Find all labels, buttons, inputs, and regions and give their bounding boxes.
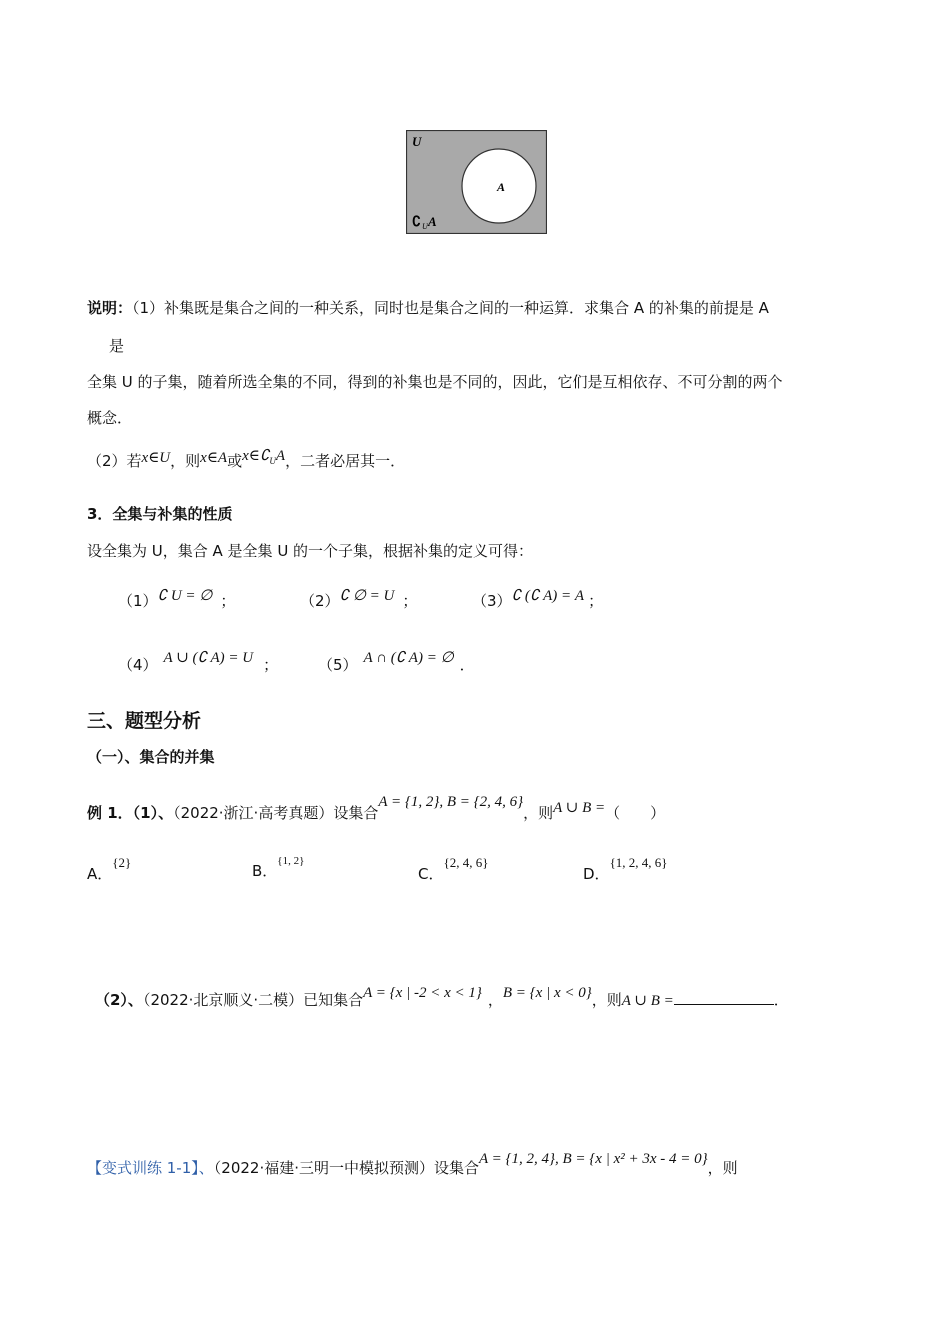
option-d[interactable]: D．{1, 2, 4, 6} (583, 855, 668, 883)
option-a[interactable]: A．{2} (87, 855, 132, 883)
complement-sub: U (422, 222, 428, 231)
math-x-in-a: x∈A (200, 450, 228, 466)
variant-label: 【变式训练 1-1】、 (87, 1159, 214, 1177)
option-b[interactable]: B．$^{\{1, 2\}}$ (252, 855, 305, 880)
note-line1: 说明：（1）补集既是集合之间的一种关系，同时也是集合之间的一种运算．求集合 A 的补集的前提是 A (87, 299, 769, 317)
answer-blank[interactable] (674, 990, 774, 1005)
prop-5: （5） A ∩ (∁ A) = ∅ ． (318, 650, 475, 674)
note-p2: （2）若x∈U，则x∈A或$x\in∁_UA$，二者必居其一． (87, 448, 406, 470)
prop-2: （2）∁ ∅ = U ； (300, 588, 418, 610)
variant-sets: A = {1, 2, 4}, B = {x | x² + 3x - 4 = 0} (479, 1151, 708, 1167)
complement-symbol: ∁ (412, 215, 421, 230)
ex2-set-a: A = {x | -2 < x < 1} (363, 985, 482, 1001)
complement-set: A (428, 214, 437, 229)
prop-1: （1）∁ U = ∅ ； (118, 588, 236, 610)
prop-3: （3）∁ (∁ A) = A ； (472, 588, 604, 610)
ex1-sets: A = {1, 2}, B = {2, 4, 6} (378, 794, 524, 810)
note-line2: 全集 U 的子集，随着所选全集的不同，得到的补集也是不同的，因此，它们是互相依存、不可分割的两个 (87, 373, 783, 391)
part3-heading: 三、题型分析 (87, 710, 202, 732)
universe-label: U (412, 134, 422, 149)
variant-1-1: 【变式训练 1-1】、（2022·福建·三明一中模拟预测）设集合A = {1, 2, 4}, B = {x | x² + 3x - 4 = 0}，则 (87, 1151, 738, 1177)
prop-4: （4） A ∪ (∁ A) = U ； (118, 650, 279, 674)
option-c[interactable]: C．{2, 4, 6} (418, 855, 489, 883)
math-x-in-cua: $x\in∁_UA$ (242, 448, 286, 466)
math-x-in-u: x∈U (141, 450, 171, 466)
venn-diagram (406, 130, 547, 234)
part3-sub: （一）、集合的并集 (87, 748, 215, 766)
example2: （2）、（2022·北京顺义·二模）已知集合A = {x | -2 < x < 1} ，B = {x | x < 0}，则A ∪ B = ． (95, 985, 789, 1009)
note-label: 说明： (87, 299, 133, 317)
note-line1b: 是 (109, 337, 125, 355)
set-label: A (497, 180, 506, 194)
section3-heading: 3．全集与补集的性质 (87, 505, 233, 523)
ex2-set-b: B = {x | x < 0} (502, 985, 592, 1001)
note-line3: 概念． (87, 409, 133, 427)
example1: 例 1．（1）、（2022·浙江·高考真题）设集合A = {1, 2}, B = {2, 4, 6}，则A ∪ B =（ ） (87, 794, 666, 822)
section3-intro: 设全集为 U，集合 A 是全集 U 的一个子集，根据补集的定义可得： (87, 542, 534, 560)
